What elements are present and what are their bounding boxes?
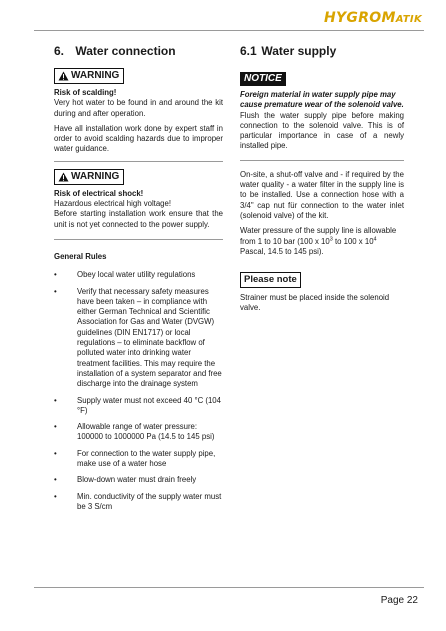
section-heading: 6.1 Water supply [240, 44, 337, 58]
pressure-paragraph: Water pressure of the supply line is allowable from 1 to 10 bar (100 x $10^3$ to 100 x $10^4$ Pascal, 14.5 to 145 psi). [240, 226, 397, 256]
warning-title: Risk of electrical shock! [54, 188, 144, 198]
list-item: • Supply water must not exceed 40 °C (104 °F) [54, 395, 221, 415]
warning-text: Before starting installation work ensure that the unit is not yet connected to the power supply. [54, 209, 223, 229]
notice-title: Foreign material in water supply pipe may cause premature wear of the solenoid valve. [240, 90, 404, 110]
rules-title: General Rules [54, 251, 107, 261]
warning-triangle-icon [58, 172, 69, 182]
bottom-divider [34, 587, 424, 588]
warning-text: Have all installation work done by expert staff in order to avoid scalding hazards due to improper water guidance. [54, 123, 223, 154]
please-note-label: Please note [240, 272, 301, 288]
top-divider [34, 30, 424, 31]
note-text: Strainer must be placed inside the solenoid valve. [240, 293, 390, 313]
warning-text: Very hot water to be found in and around the kit during and after operation. [54, 98, 223, 118]
paragraph: On-site, a shut-off valve and - if required by the water quality - a water filter in the supply line is to be installed. Use a connection hose with a 3/4" cap nut für connection to the water inlet (solenoid valve) of the kit. [240, 169, 404, 220]
page-number: Page 22 [380, 595, 418, 606]
list-item: • Min. conductivity of the supply water must be 3 S/cm [54, 491, 222, 511]
divider [240, 160, 404, 161]
rules-list [54, 270, 223, 512]
list-item: • Blow-down water must drain freely [54, 475, 197, 485]
list-item: • Verify that necessary safety measures have been taken – in compliance with either German Technical and Scientific Association for Gas and Water (DVGW) guidelines (DIN EN1717) or local regulations – to eliminate backflow of polluted water into drinking water treatment facilities. This may require the installation of a system separator and free discharge into the drainage system [54, 286, 222, 389]
warning-text: Hazardous electrical high voltage! [54, 199, 172, 209]
warning-label: WARNING [54, 68, 124, 84]
notice-label: NOTICE [240, 72, 286, 86]
warning-triangle-icon [58, 71, 69, 81]
warning-title: Risk of scalding! [54, 88, 117, 97]
section-heading: 6. Water connection [54, 44, 176, 58]
divider [54, 161, 223, 162]
notice-text: Flush the water supply pipe before making connection to the solenoid valve. This is of particular importance in case of a newly installed pipe. [240, 110, 404, 151]
list-item: • For connection to the water supply pipe, make use of a water hose [54, 448, 216, 469]
divider [54, 239, 223, 240]
warning-label: WARNING [54, 169, 124, 185]
list-item: • Allowable range of water pressure: 100000 to 1000000 Pa (14.5 to 145 psi) [54, 422, 215, 442]
brand-logo: HYGROMATIK [323, 10, 422, 26]
left-column [54, 44, 223, 518]
right-column [240, 44, 404, 314]
list-item: • Obey local water utility regulations [54, 270, 196, 280]
